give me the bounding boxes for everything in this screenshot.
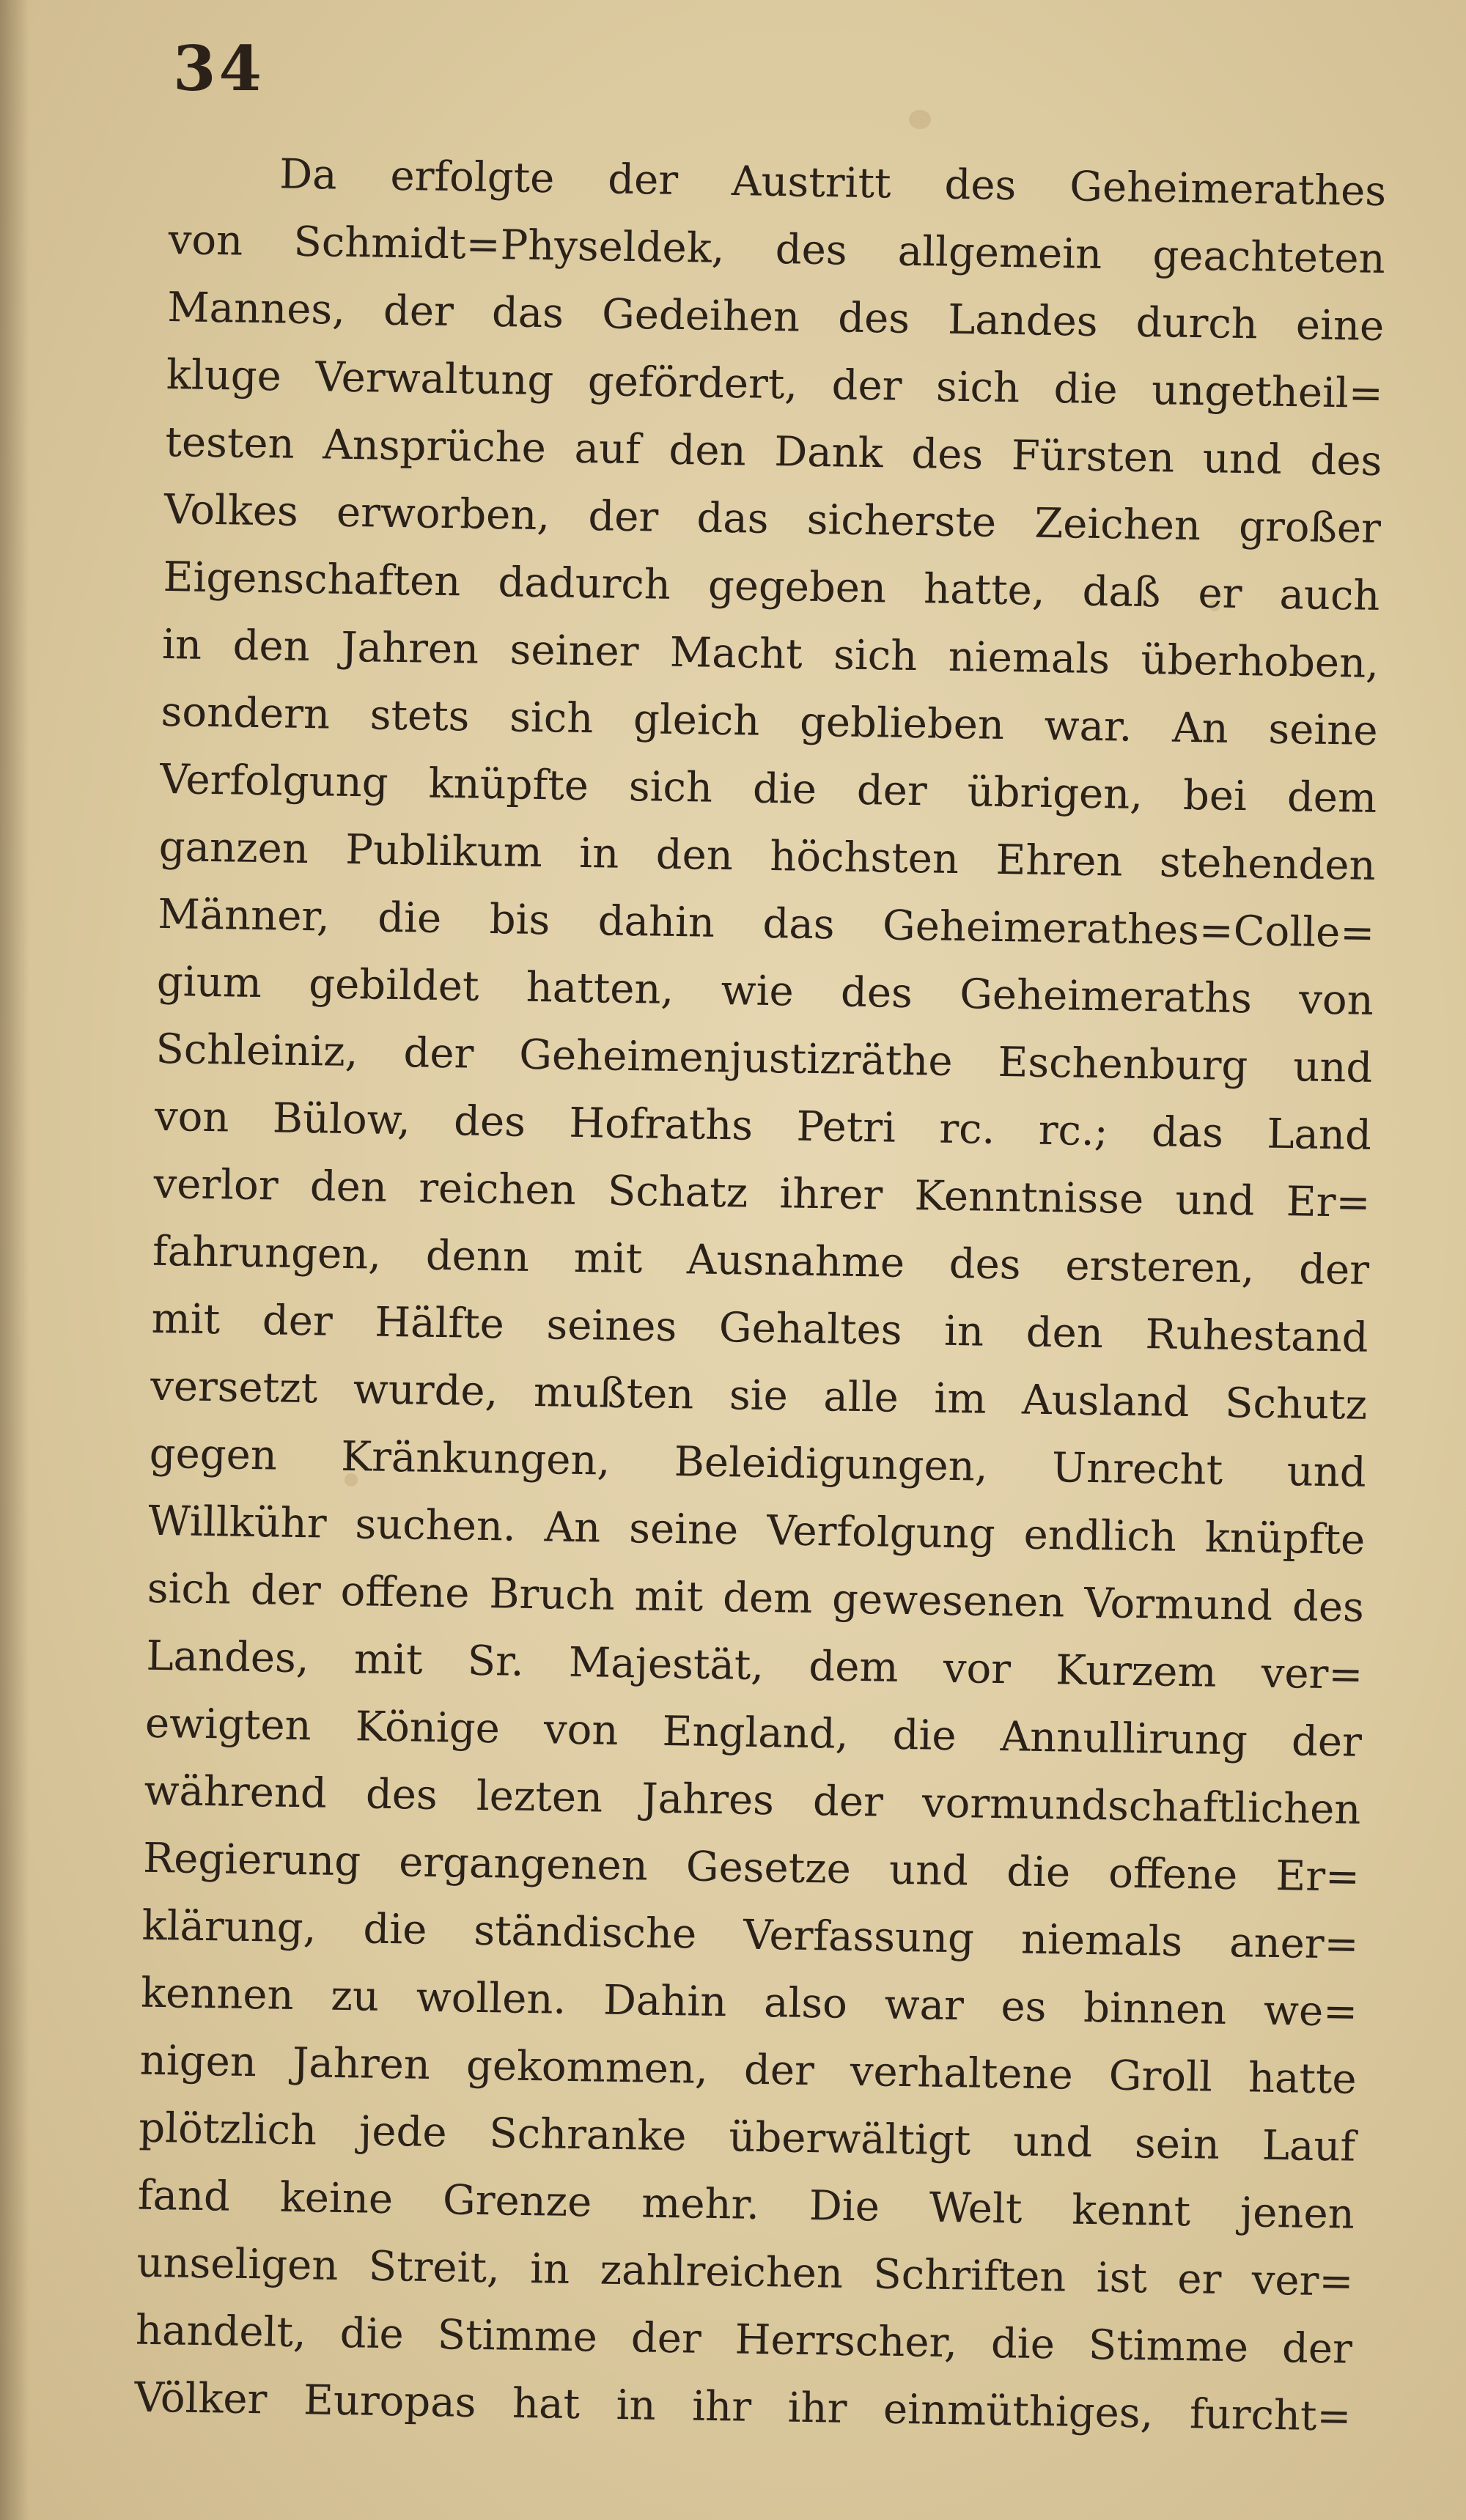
text-line: Eigenschaften dadurch gegeben hatte, daß er auch (163, 553, 1380, 620)
text-line: Mannes, der das Gedeihen des Landes durch eine (166, 283, 1385, 351)
text-line: Völker Europas hat in ihr ihr einmüthiges, furcht= (134, 2373, 1352, 2441)
text-line: Landes, mit Sr. Majestät, dem vor Kurzem ver= (145, 1632, 1363, 1699)
spine-shadow (0, 0, 29, 2520)
text-line: gegen Kränkungen, Beleidigungen, Unrecht und (149, 1429, 1367, 1497)
text-line: kluge Verwaltung gefördert, der sich die ungetheil= (166, 350, 1384, 419)
text-line: ewigten Könige von England, die Annullirung der (144, 1699, 1363, 1766)
text-line: sich der offene Bruch mit dem gewesenen Vormund des (147, 1564, 1365, 1632)
text-line: verlor den reichen Schatz ihrer Kenntnisse und Er= (153, 1160, 1371, 1227)
text-line: mit der Hälfte seines Gehaltes in den Ruhestand (151, 1294, 1369, 1362)
text-line: von Schmidt=Physeldek, des allgemein geachteten (168, 215, 1386, 284)
page-number: 34 (173, 32, 265, 105)
text-line: Schleiniz, der Geheimenjustizräthe Eschenburg und (155, 1025, 1373, 1092)
text-line: Regierung ergangenen Gesetze und die offene Er= (142, 1834, 1360, 1901)
text-line: Männer, die bis dahin das Geheimerathes=Colle= (157, 890, 1375, 957)
text-line: gium gebildet hatten, wie des Geheimeraths von (156, 957, 1374, 1025)
text-line: plötzlich jede Schranke überwältigt und sein Lauf (138, 2104, 1356, 2171)
text-line: Da erfolgte der Austritt des Geheimerathes (279, 150, 1387, 216)
text-line: sondern stets sich gleich geblieben war. An seine (161, 688, 1379, 755)
paper-stain (909, 110, 931, 129)
text-line: testen Ansprüche auf den Dank des Fürsten und des (164, 418, 1382, 486)
text-line: unseligen Streit, in zahlreichen Schriften ist er ver= (136, 2239, 1354, 2306)
text-line: nigen Jahren gekommen, der verhaltene Groll hatte (139, 2036, 1358, 2104)
text-line: fahrungen, denn mit Ausnahme des ersteren, der (152, 1227, 1370, 1294)
text-line: handelt, die Stimme der Herrscher, die Stimme der (135, 2306, 1353, 2373)
text-line: Verfolgung knüpfte sich die der übrigen, bei dem (159, 755, 1377, 822)
text-line: versetzt wurde, mußten sie alle im Ausland Schutz (150, 1362, 1368, 1429)
text-line: Willkühr suchen. An seine Verfolgung endlich knüpfte (147, 1497, 1366, 1564)
text-line: Volkes erworben, der das sicherste Zeichen großer (163, 485, 1382, 553)
text-line: fand keine Grenze mehr. Die Welt kennt jenen (137, 2171, 1355, 2239)
text-line: während des lezten Jahres der vormundschaftlichen (144, 1766, 1361, 1834)
text-line: klärung, die ständische Verfassung niemals aner= (141, 1901, 1360, 1969)
text-line: in den Jahren seiner Macht sich niemals überhoben, (161, 620, 1380, 688)
text-line: von Bülow, des Hofraths Petri rc. rc.; das Land (154, 1092, 1372, 1160)
text-line: ganzen Publikum in den höchsten Ehren stehenden (158, 822, 1377, 890)
text-line: kennen zu wollen. Dahin also war es binnen we= (140, 1969, 1358, 2036)
body-text (134, 139, 1387, 2451)
